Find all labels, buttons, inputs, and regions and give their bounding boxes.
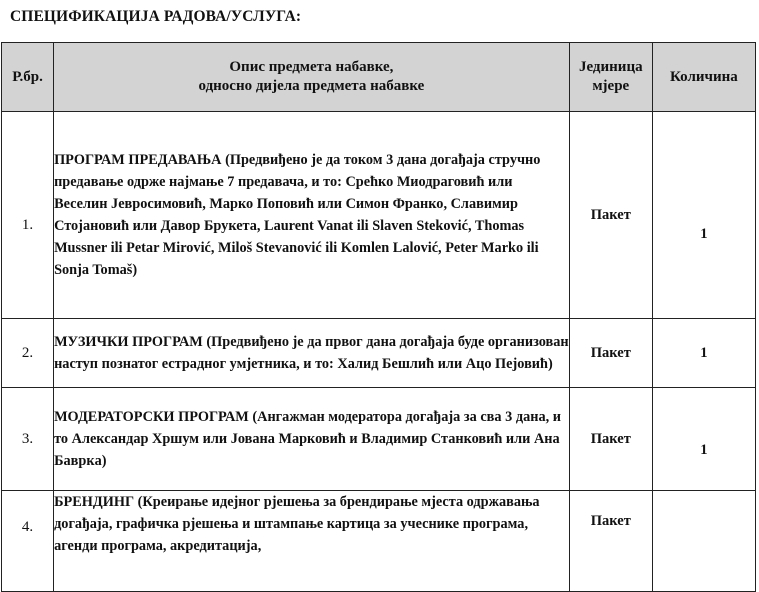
row-number: 2.	[2, 319, 54, 388]
header-unit-line1: Јединица	[578, 59, 643, 75]
row-title: МОДЕРАТОРСКИ ПРОГРАМ	[54, 409, 249, 425]
table-header-row	[2, 43, 756, 112]
row-number: 4.	[2, 491, 54, 592]
row-description	[54, 491, 570, 592]
row-text: (Креирање идејног рјешења за брендирање мјеста одржавања догађаја, графичка рјешења и штампање картица за учеснике програма, агенди програма, акредитација,	[54, 494, 540, 554]
row-quantity: 1	[652, 112, 755, 319]
row-description	[54, 388, 570, 491]
header-description	[54, 43, 570, 112]
row-text: (Ангажман модератора догађаја за сва 3 дана, и то Александар Хршум или Јована Марковић и Владимир Станковић или Ана Бавркa)	[54, 409, 562, 469]
row-unit: Пакет	[569, 388, 652, 491]
row-title: БРЕНДИНГ	[54, 494, 135, 510]
row-number: 3.	[2, 388, 54, 491]
header-number: Р.бр.	[2, 43, 54, 112]
row-description	[54, 319, 570, 388]
header-description-line1: Опис предмета набавке,	[229, 59, 394, 75]
row-text: (Предвиђено је да током 3 дана догађаја стручно предавање одрже најмање 7 предавача, и то: Срећко Миодраговић или Веселин Јевросимовић, Марко Поповић или Симон Франко, Славимир Стојановић или Давор Брукета, Laurent Vanat ili Slaven Steković, Thomas Mussner ili Petar Mirović, Miloš Stevanović ili Komlen Lalović, Peter Marko ili Sonja Tomaš)	[54, 152, 541, 278]
header-description-line2: односно дијела предмета набавке	[198, 78, 425, 94]
table-row	[2, 319, 756, 388]
row-description	[54, 112, 570, 319]
row-title: ПРОГРАМ ПРЕДАВАЊА	[54, 152, 222, 168]
specification-table	[1, 42, 756, 592]
row-quantity	[652, 491, 755, 592]
table-row	[2, 112, 756, 319]
document-heading: СПЕЦИФИКАЦИЈА РАДОВА/УСЛУГА:	[10, 8, 302, 25]
row-unit: Пакет	[569, 112, 652, 319]
row-quantity: 1	[652, 319, 755, 388]
table-row	[2, 491, 756, 592]
header-unit-line2: мјере	[592, 78, 630, 94]
row-quantity: 1	[652, 388, 755, 491]
header-quantity: Количина	[652, 43, 755, 112]
row-text: (Предвиђено је да првог дана догађаја буде организован наступ познатог естрадног умјетника, и то: Халид Бешлић или Ацо Пејовић)	[54, 334, 569, 372]
table-row	[2, 388, 756, 491]
row-unit: Пакет	[569, 319, 652, 388]
row-number: 1.	[2, 112, 54, 319]
row-title: МУЗИЧКИ ПРОГРАМ	[54, 334, 203, 350]
row-unit: Пакет	[569, 491, 652, 592]
header-unit	[569, 43, 652, 112]
